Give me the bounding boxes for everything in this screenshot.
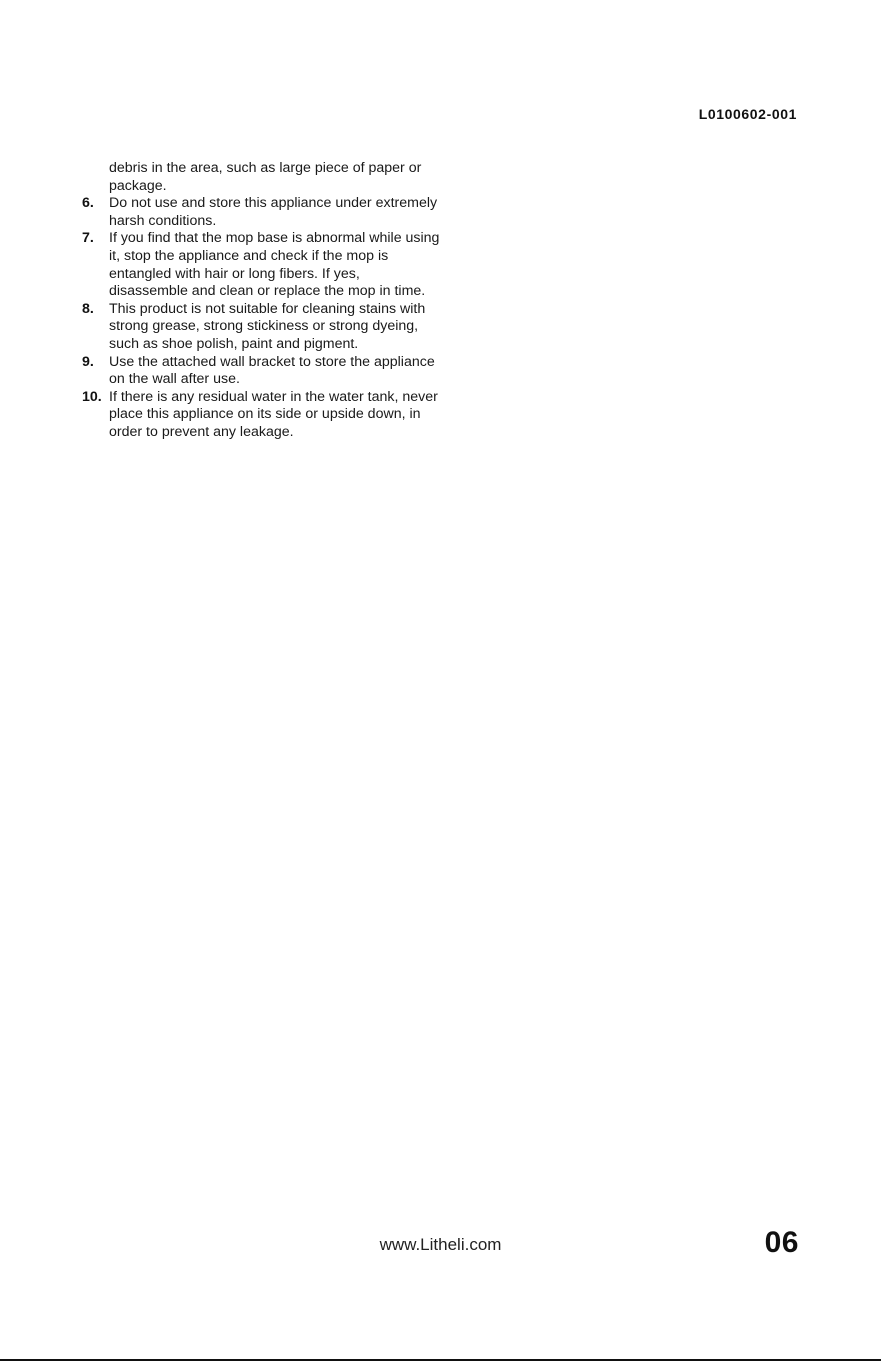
list-item: [82, 389, 442, 442]
item-text: Use the attached wall bracket to store the appliance on the wall after use.: [109, 353, 435, 388]
list-item: [82, 195, 442, 230]
list-item: [82, 230, 442, 300]
footer-website: www.Litheli.com: [379, 1235, 502, 1254]
list-item: [82, 354, 442, 389]
page-number: 06: [764, 1226, 799, 1259]
item-text: Do not use and store this appliance under extremely harsh conditions.: [109, 195, 438, 229]
safety-instructions-list: [82, 160, 442, 442]
document-code: L0100602-001: [698, 106, 797, 122]
item-text: If you find that the mop base is abnormal while using it, stop the appliance and check if the mop is entangled with hair or long fibers. If yes, disassemble and clean or replace the mop in time.: [109, 230, 440, 300]
item-number: 10.: [82, 388, 102, 405]
item-number: 6.: [82, 195, 94, 212]
item-text: This product is not suitable for cleaning stains with strong grease, strong stickiness or strong dyeing, such as shoe polish, paint and pigment.: [109, 300, 426, 352]
item-number: 7.: [82, 230, 94, 247]
item-number: 8.: [82, 300, 94, 317]
item-text: If there is any residual water in the water tank, never place this appliance on its side or upside down, in order to prevent any leakage.: [109, 388, 438, 440]
continued-item-text: debris in the area, such as large piece of paper or package.: [109, 160, 422, 194]
item-number: 9.: [82, 353, 94, 370]
list-item: [82, 301, 442, 354]
